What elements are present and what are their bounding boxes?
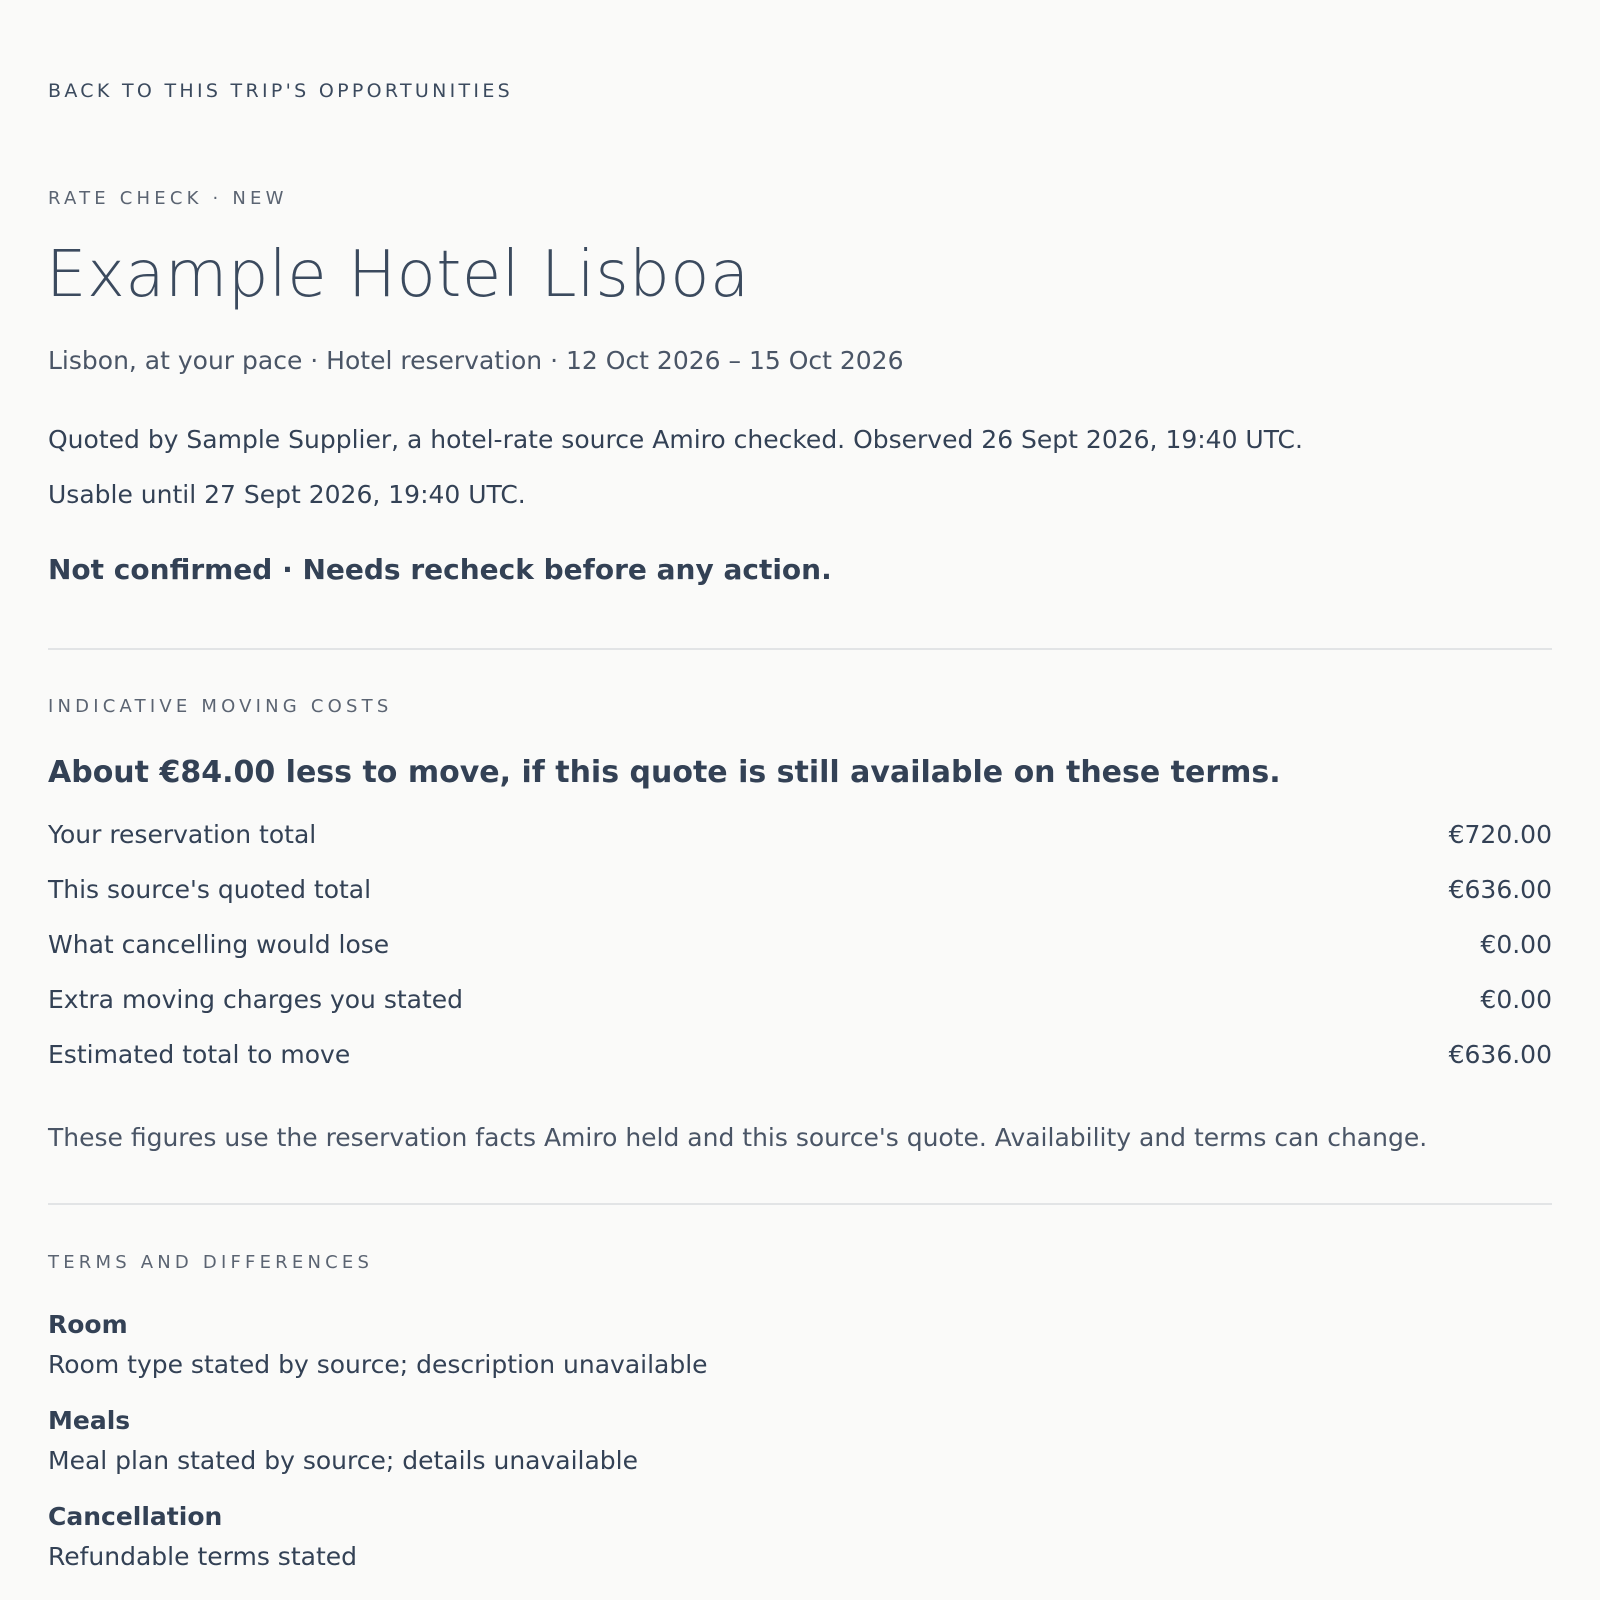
cost-row-label: This source's quoted total [48, 875, 372, 904]
section-divider [48, 648, 1552, 650]
cost-row-value: €636.00 [1448, 875, 1552, 904]
cost-row [48, 930, 1552, 959]
cost-row-value: €720.00 [1448, 820, 1552, 849]
confirmation-status: Not confirmed · Needs recheck before any action. [48, 553, 832, 586]
costs-section-heading: INDICATIVE MOVING COSTS [48, 696, 393, 717]
cost-row-value: €0.00 [1480, 930, 1552, 959]
term-label-room: Room [48, 1310, 128, 1339]
cost-row [48, 820, 1552, 849]
costs-footnote: These figures use the reservation facts Amiro held and this source's quote. Availability and terms can change. [48, 1123, 1428, 1152]
cost-row-value: €636.00 [1448, 1040, 1552, 1069]
term-label-meals: Meals [48, 1406, 131, 1435]
quote-source-text: Quoted by Sample Supplier, a hotel-rate source Amiro checked. Observed 26 Sept 2026, 19:40 UTC. [48, 425, 1303, 454]
section-divider [48, 1203, 1552, 1205]
cost-row-label: Estimated total to move [48, 1040, 351, 1069]
terms-section-heading: TERMS AND DIFFERENCES [48, 1252, 374, 1273]
term-value-cancellation: Refundable terms stated [48, 1542, 357, 1571]
savings-summary: About €84.00 less to move, if this quote is still available on these terms. [48, 755, 1281, 790]
status-eyebrow: RATE CHECK · NEW [48, 188, 288, 209]
term-label-cancellation: Cancellation [48, 1502, 223, 1531]
term-value-meals: Meal plan stated by source; details unavailable [48, 1446, 639, 1475]
usable-until-text: Usable until 27 Sept 2026, 19:40 UTC. [48, 480, 526, 509]
term-value-room: Room type stated by source; description unavailable [48, 1350, 708, 1379]
trip-details: Lisbon, at your pace · Hotel reservation · 12 Oct 2026 – 15 Oct 2026 [48, 346, 904, 375]
cost-row-label: Extra moving charges you stated [48, 985, 464, 1014]
page-title: Example Hotel Lisboa [46, 238, 750, 312]
cost-row-label: Your reservation total [48, 820, 317, 849]
cost-row [48, 985, 1552, 1014]
cost-row [48, 875, 1552, 904]
cost-row [48, 1040, 1552, 1069]
cost-row-label: What cancelling would lose [48, 930, 390, 959]
cost-row-value: €0.00 [1480, 985, 1552, 1014]
back-to-opportunities-link[interactable]: BACK TO THIS TRIP'S OPPORTUNITIES [48, 80, 514, 102]
